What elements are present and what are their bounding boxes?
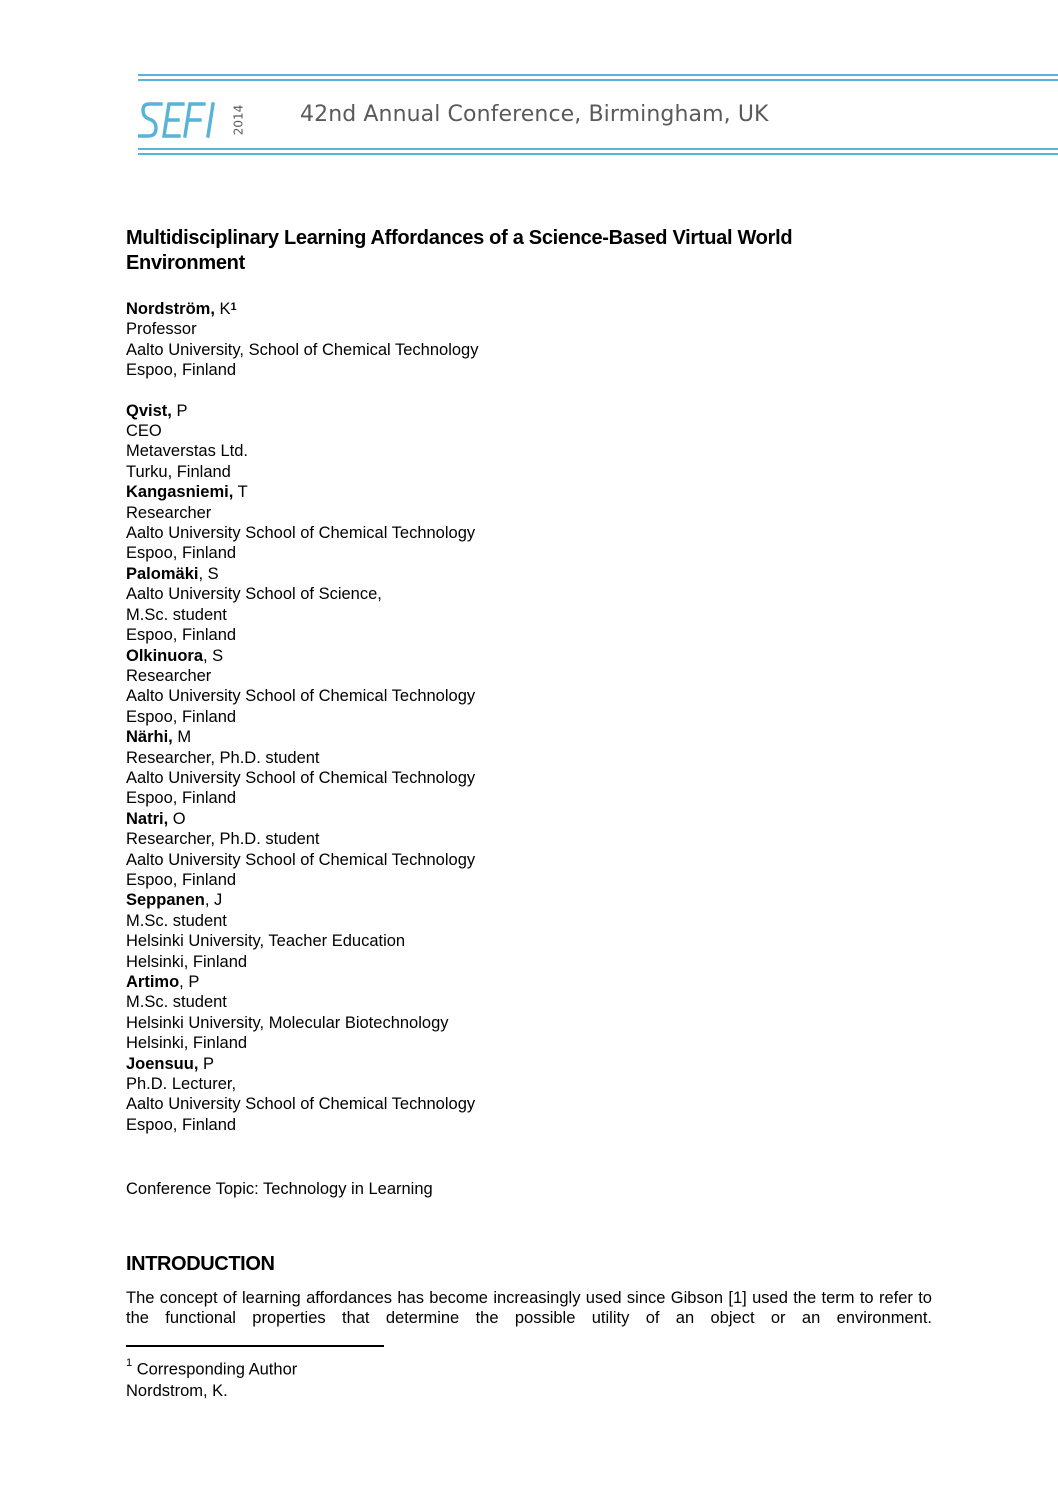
author-affiliation-line: CEO	[126, 422, 162, 441]
author-surname: Natri,	[126, 809, 169, 828]
author-initial: K	[219, 300, 231, 318]
conference-topic: Conference Topic: Technology in Learning	[126, 1180, 433, 1198]
author-initial: T	[237, 483, 248, 502]
author-surname: Kangasniemi,	[126, 483, 234, 502]
sefi-logo	[138, 100, 256, 140]
footnote-rule	[126, 1345, 384, 1347]
author-name-line	[126, 482, 726, 502]
author-affiliation-line: Aalto University School of Chemical Technology	[126, 768, 476, 787]
conference-title: 42nd Annual Conference, Birmingham, UK	[300, 102, 769, 127]
footnote-label: Corresponding Author	[136, 1360, 298, 1379]
author-affiliation-line: Helsinki University, Teacher Education	[126, 932, 406, 951]
footnote	[126, 1355, 297, 1402]
author-affiliation-line: Metaverstas Ltd.	[126, 442, 248, 461]
author-block	[126, 1054, 726, 1136]
author-affiliation-line: Researcher	[126, 666, 212, 685]
author-affiliation-line: Espoo, Finland	[126, 1115, 237, 1134]
author-block	[126, 890, 726, 972]
author-name-line	[126, 972, 726, 992]
author-name-line	[126, 299, 726, 319]
author-affiliation-line: Espoo, Finland	[126, 361, 237, 380]
footnote-mark: 1	[126, 1357, 133, 1369]
author-block	[126, 809, 726, 891]
author-name-line	[126, 727, 726, 747]
author-block	[126, 564, 726, 646]
introduction-paragraph: The concept of learning affordances has become increasingly used since Gibson [1] used the term to refer to the functional properties that determine the possible utility of an object or an environment.	[126, 1289, 932, 1328]
author-initial: , P	[179, 973, 200, 991]
author-name-line	[126, 564, 726, 584]
author-affiliation-line: Aalto University School of Chemical Technology	[126, 1095, 476, 1114]
author-surname: Qvist,	[126, 401, 172, 420]
author-affiliation-line: Researcher, Ph.D. student	[126, 748, 320, 767]
author-block	[126, 299, 726, 381]
author-block	[126, 482, 726, 564]
author-affiliation-line: Aalto University School of Science,	[126, 585, 382, 604]
author-affiliation-line: Espoo, Finland	[126, 626, 237, 645]
author-affiliation-line: Professor	[126, 320, 197, 339]
author-surname: Artimo	[126, 973, 180, 991]
author-affiliation-line: Espoo, Finland	[126, 707, 237, 726]
author-block	[126, 972, 726, 1054]
section-heading-introduction: INTRODUCTION	[126, 1253, 275, 1275]
conference-header	[138, 74, 1058, 156]
author-affiliation-line: Aalto University School of Chemical Technology	[126, 524, 476, 543]
author-name-line	[126, 646, 726, 666]
author-block	[126, 401, 726, 483]
author-affiliation-line: Researcher, Ph.D. student	[126, 830, 320, 849]
author-surname: Seppanen	[126, 891, 205, 910]
author-surname: Olkinuora	[126, 646, 204, 665]
author-affiliation-line: Turku, Finland	[126, 462, 231, 481]
author-surname: Joensuu,	[126, 1054, 199, 1073]
author-affiliation-line: Aalto University School of Chemical Technology	[126, 850, 476, 869]
author-name-line	[126, 401, 726, 421]
author-initial: P	[176, 401, 188, 420]
author-affiliation-line: Ph.D. Lecturer,	[126, 1075, 237, 1094]
author-surname: Nordström,	[126, 300, 215, 318]
author-initial: P	[203, 1054, 215, 1073]
author-footnote-mark: 1	[230, 301, 237, 313]
author-initial: M	[177, 728, 192, 747]
author-block	[126, 646, 726, 728]
header-rule-top-1	[138, 74, 1058, 76]
author-surname: Palomäki	[126, 564, 199, 583]
author-affiliation-line: Aalto University School of Chemical Technology	[126, 687, 476, 706]
author-initial: , S	[203, 646, 224, 665]
paper-title: Multidisciplinary Learning Affordances of a Science-Based Virtual World Environment	[126, 227, 793, 274]
header-rule-top-2	[138, 79, 1058, 81]
author-affiliation-line: Helsinki, Finland	[126, 952, 248, 971]
author-affiliation-line: M.Sc. student	[126, 911, 227, 930]
author-affiliation-line: Aalto University, School of Chemical Technology	[126, 340, 479, 359]
author-affiliation-line: Helsinki University, Molecular Biotechnology	[126, 1013, 449, 1032]
author-name-line	[126, 809, 726, 829]
author-affiliation-line: Espoo, Finland	[126, 870, 237, 889]
author-surname: Närhi,	[126, 728, 173, 747]
author-list	[126, 299, 726, 1135]
author-affiliation-line: Helsinki, Finland	[126, 1034, 248, 1053]
author-name-line	[126, 890, 726, 910]
logo-year: 2014	[231, 104, 246, 136]
footnote-name: Nordstrom, K.	[126, 1381, 228, 1400]
author-affiliation-line: Espoo, Finland	[126, 789, 237, 808]
author-initial: , J	[204, 891, 223, 910]
author-affiliation-line: Researcher	[126, 503, 212, 522]
header-rule-bottom-2	[138, 153, 1058, 155]
author-affiliation-line: Espoo, Finland	[126, 544, 237, 563]
author-affiliation-line: M.Sc. student	[126, 993, 227, 1012]
header-rule-bottom-1	[138, 148, 1058, 150]
author-initial: O	[172, 809, 186, 828]
author-affiliation-line: M.Sc. student	[126, 605, 227, 624]
author-block	[126, 727, 726, 809]
author-initial: , S	[198, 564, 219, 583]
author-name-line	[126, 1054, 726, 1074]
